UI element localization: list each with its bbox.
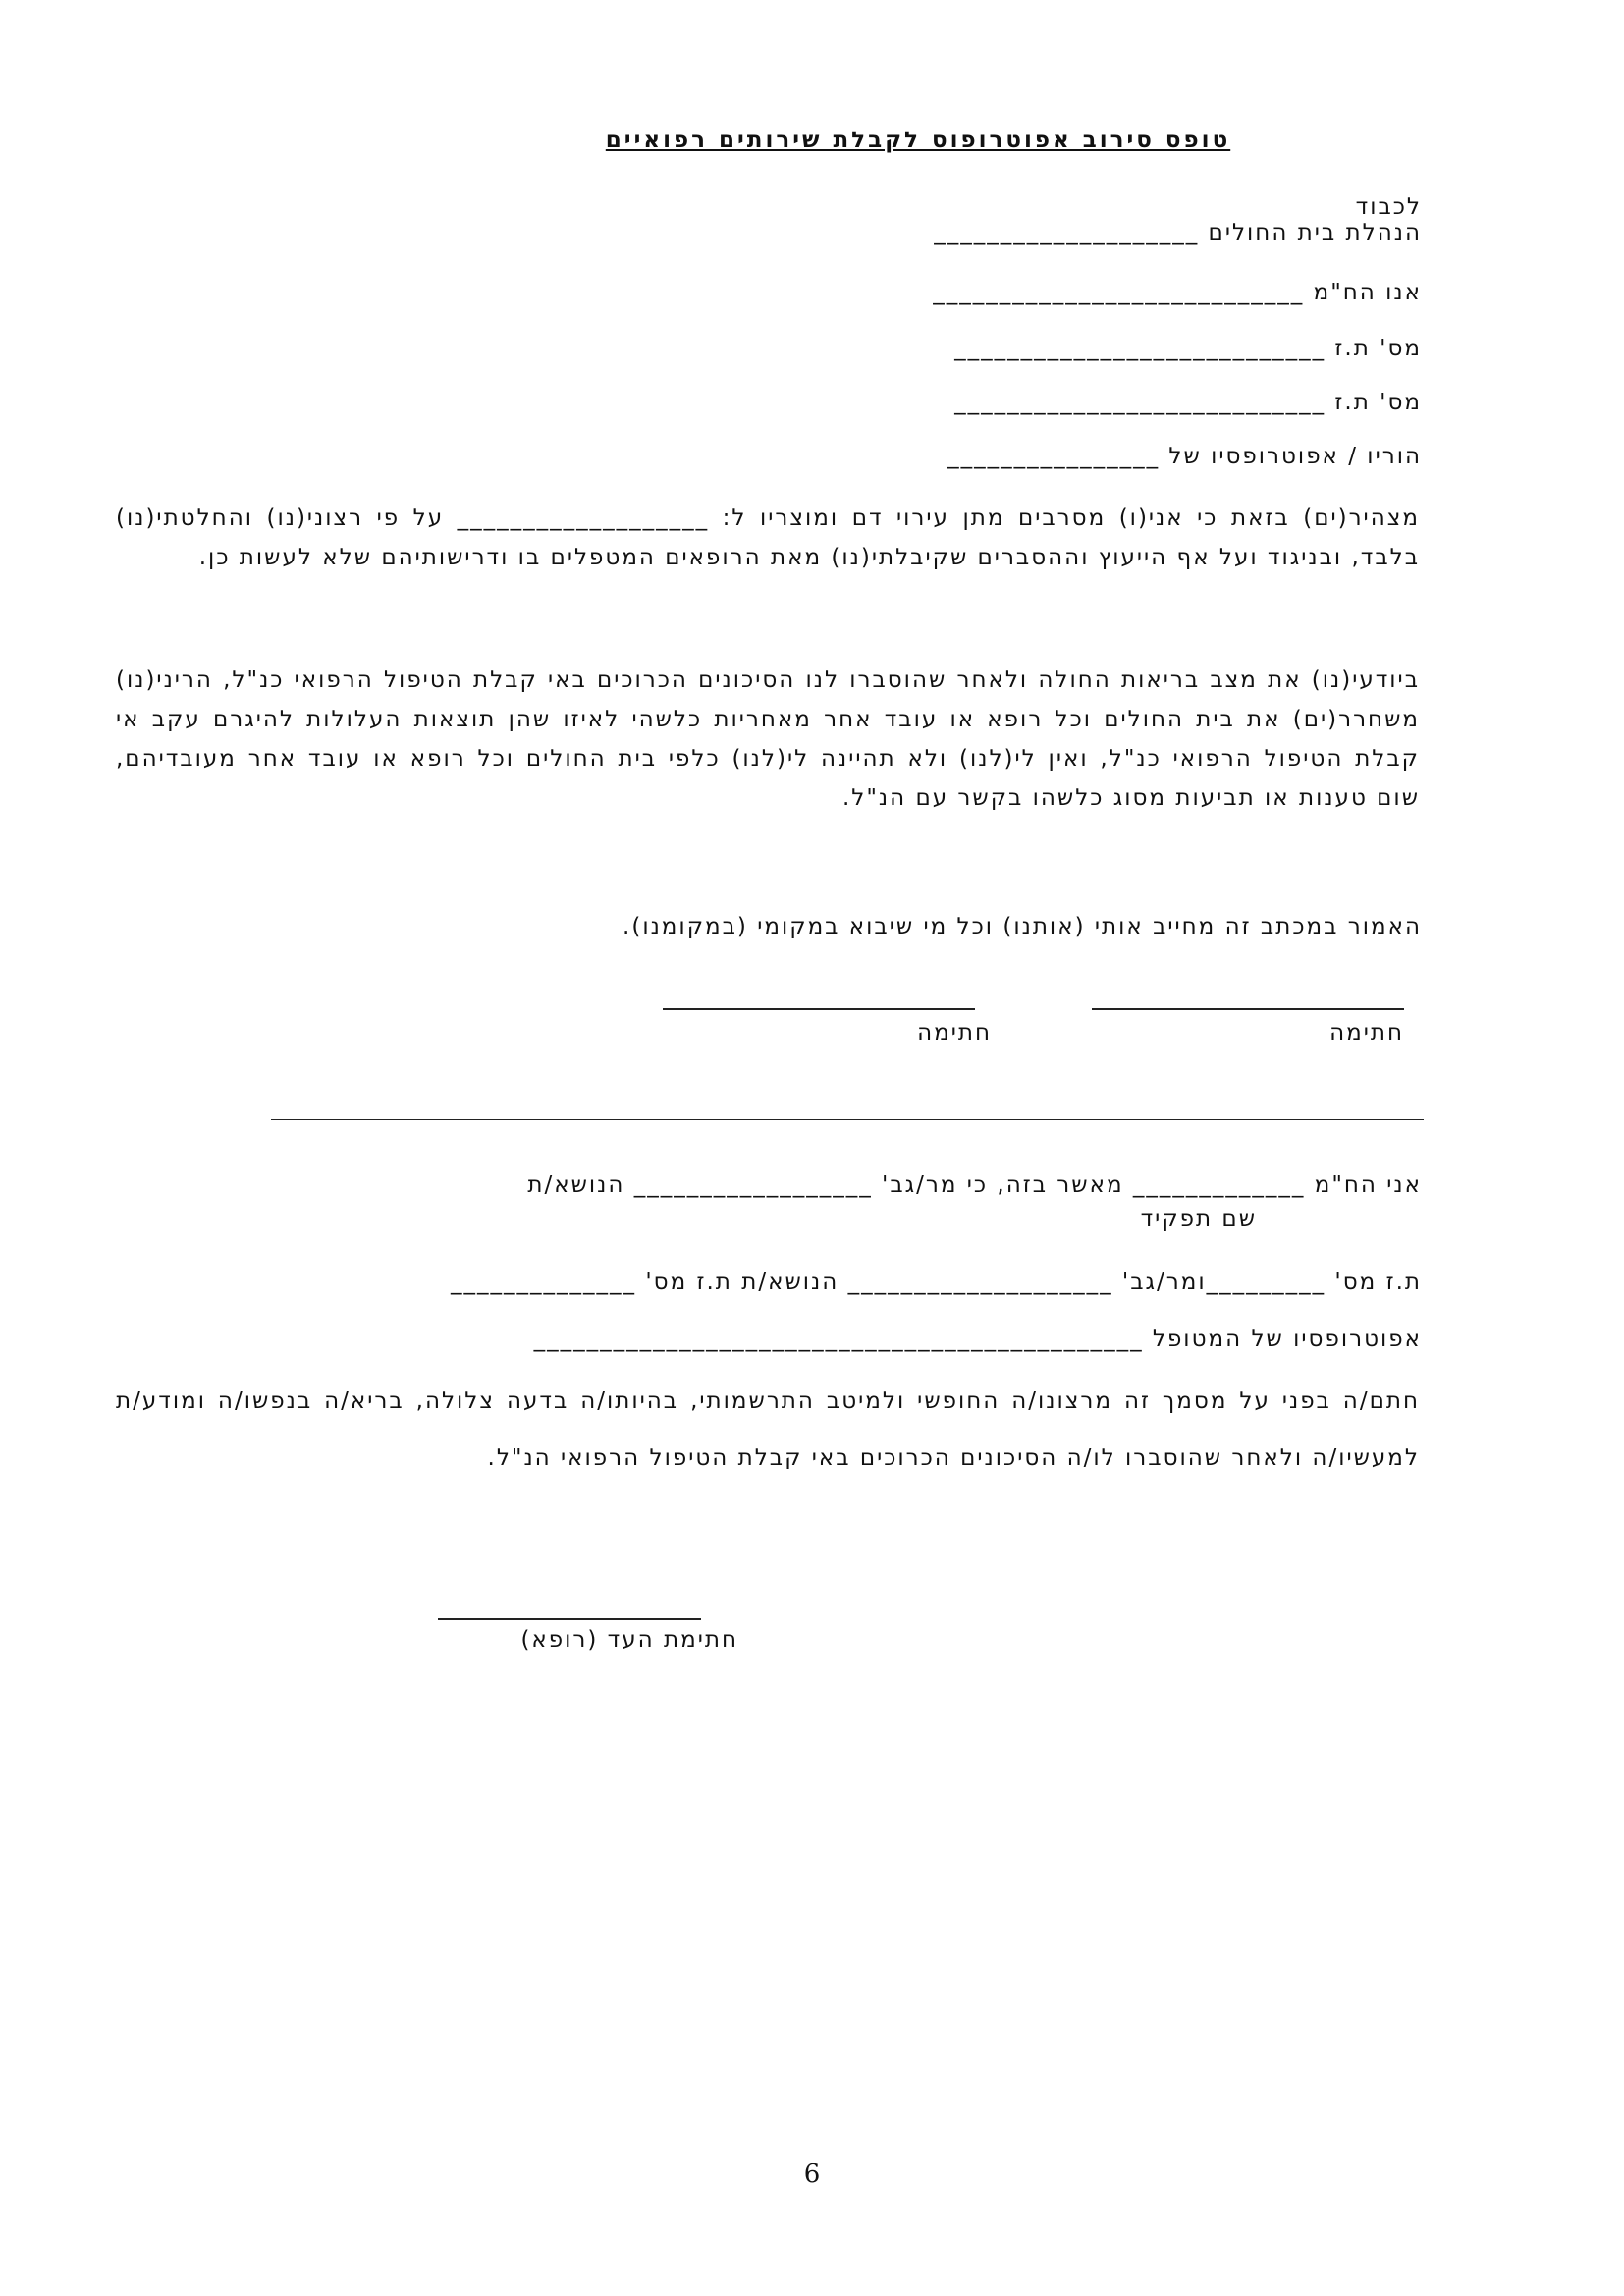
section-divider <box>271 1119 1424 1120</box>
witness-signed-paragraph: חתם/ה בפני על מסמך זה מרצונו/ה החופשי ולמיטב התרשמותי, בהיותו/ה בדעה צלולה, בריא/ה בנפשו/ה ומודע/ת למעשיו/ה ולאחר שהוסברו לו/ה הסיכונים הכרוכים באי קבלת הטיפול הרפואי הנ"ל. <box>116 1388 1420 1470</box>
page-number: 6 <box>803 2160 821 2189</box>
signature-label-left: חתימה <box>917 1020 992 1045</box>
parents-guardians-line[interactable]: הוריו / אפוטרופסיו של ________________ <box>947 444 1422 469</box>
binding-statement: האמור במכתב זה מחייב אותי (אותנו) וכל מי שיבוא במקומי (במקומנו). <box>623 914 1422 939</box>
undersigned-line[interactable]: אנו הח"מ ____________________________ <box>933 280 1422 305</box>
release-paragraph: ביודעי(נו) את מצב בריאות החולה ולאחר שהוסברו לנו הסיכונים הכרוכים באי קבלת הטיפול הרפואי כנ"ל, הריני(נו) משחרר(ים) את בית החולים וכל רופא או עובד אחר מאחריות כלשהי לאיזו שהן תוצאות העלולות להיגרם עקב אי קבלת הטיפול הרפואי כנ"ל, ואין לי(לנו) ולא תהיינה לי(לנו) כלפי בית החולים וכל רופא או עובד אחר מעובדיהם, שום טענות או תביעות מסוג כלשהו בקשר עם הנ"ל. <box>116 667 1420 811</box>
guardian-of-patient-line[interactable]: אפוטרופסיו של המטופל ______________________________________________ <box>533 1326 1422 1352</box>
name-role-caption: שם תפקיד <box>1140 1206 1257 1232</box>
witness-confirm-line[interactable]: אני הח"מ _____________ מאשר בזה, כי מר/גב' __________________ הנושא/ת <box>527 1172 1422 1198</box>
signature-label-right: חתימה <box>1329 1020 1404 1045</box>
signature-line-right[interactable] <box>1092 1008 1404 1010</box>
address-to: לכבוד <box>1355 194 1422 220</box>
hospital-management-line[interactable]: הנהלת בית החולים ____________________ <box>934 220 1422 245</box>
refusal-paragraph: מצהיר(ים) בזאת כי אני(ו) מסרבים מתן עירוי דם ומוצריו ל: ___________________ על פי רצוני(נו) והחלטתי(נו) בלבד, ובניגוד ועל אף הייעוץ וההסברים שקיבלתי(נו) מאת הרופאים המטפלים בו ודרישותיהם שלא לעשות כן. <box>116 506 1420 570</box>
witness-signature-line[interactable] <box>438 1618 701 1620</box>
id-persons-line[interactable]: ת.ז מס' _________ומר/גב' ____________________ הנושא/ת ת.ז מס' ______________ <box>451 1269 1422 1295</box>
id-number-line-2[interactable]: מס' ת.ז ____________________________ <box>954 390 1422 415</box>
witness-signature-label: חתימת העד (רופא) <box>520 1628 738 1653</box>
signature-line-left[interactable] <box>663 1008 975 1010</box>
id-number-line-1[interactable]: מס' ת.ז ____________________________ <box>954 336 1422 361</box>
form-title: טופס סירוב אפוטרופוס לקבלת שירותים רפואיים <box>605 128 1231 153</box>
